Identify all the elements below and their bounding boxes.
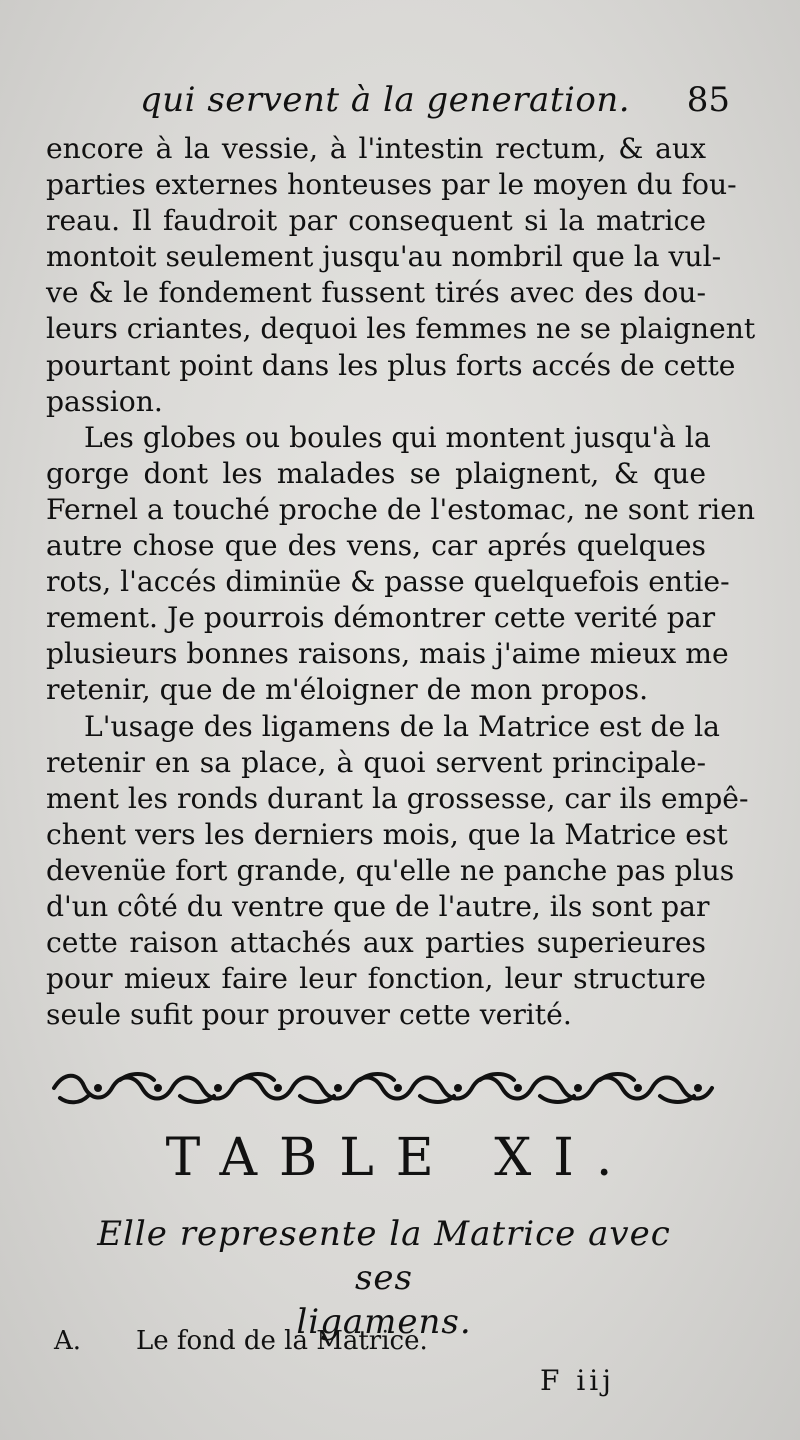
- text-line: plusieurs bonnes raisons, mais j'aime mieux me: [46, 637, 729, 671]
- text-line: rement. Je pourrois démontrer cette verité par: [46, 601, 716, 635]
- text-line: ment les ronds durant la grossesse, car ils empê-: [46, 781, 749, 815]
- caption-line: ligamens.: [296, 1302, 472, 1342]
- text-line: seule sufit pour prouver cette verité.: [46, 998, 572, 1032]
- running-title: qui servent à la generation.: [140, 80, 631, 120]
- text-line: reau. Il faudroit par consequent si la matrice: [46, 204, 706, 238]
- plate-caption: [94, 1212, 674, 1344]
- text-line: pourtant point dans les plus forts accés de cette: [46, 348, 736, 382]
- body-text: [46, 131, 756, 1033]
- text-line: chent vers les derniers mois, que la Matrice est: [46, 817, 728, 851]
- text-line: rots, l'accés diminüe & passe quelquefois entie-: [46, 565, 730, 599]
- paragraph-start: Les globes ou boules qui montent jusqu'à la: [84, 420, 711, 454]
- text-line: passion.: [46, 384, 163, 418]
- signature-mark: F iij: [540, 1364, 615, 1397]
- paragraph-start: L'usage des ligamens de la Matrice est de la: [84, 709, 720, 743]
- text-line: Fernel a touché proche de l'estomac, ne sont rien: [46, 492, 755, 526]
- text-line: cette raison attachés aux parties superieures: [46, 926, 706, 960]
- page-number: 85: [686, 80, 730, 120]
- text-line: retenir en sa place, à quoi servent principale-: [46, 745, 706, 779]
- text-line: parties externes honteuses par le moyen du fou-: [46, 168, 737, 202]
- text-line: montoit seulement jusqu'au nombril que la vul-: [46, 240, 722, 274]
- legend-key: A.: [54, 1326, 82, 1356]
- text-line: devenüe fort grande, qu'elle ne panche pas plus: [46, 853, 735, 887]
- text-line: retenir, que de m'éloigner de mon propos.: [46, 673, 649, 707]
- text-line: autre chose que des vens, car aprés quelques: [46, 529, 706, 563]
- page-header: [140, 80, 730, 130]
- section-title: TABLE XI.: [165, 1128, 635, 1188]
- text-line: d'un côté du ventre que de l'autre, ils sont par: [46, 889, 710, 923]
- caption-line: Elle represente la Matrice avec ses: [97, 1214, 671, 1298]
- legend-text: Le fond de la Matrice.: [136, 1326, 428, 1356]
- text-line: pour mieux faire leur fonction, leur structure: [46, 962, 706, 996]
- text-line: encore à la vessie, à l'intestin rectum, & aux: [46, 132, 706, 165]
- legend-entry: [54, 1326, 428, 1356]
- ornament-divider: [50, 1068, 716, 1108]
- text-line: ve & le fondement fussent tirés avec des dou-: [46, 276, 706, 310]
- text-line: leurs criantes, dequoi les femmes ne se plaignent: [46, 312, 756, 346]
- text-line: gorge dont les malades se plaignent, & que: [46, 456, 706, 490]
